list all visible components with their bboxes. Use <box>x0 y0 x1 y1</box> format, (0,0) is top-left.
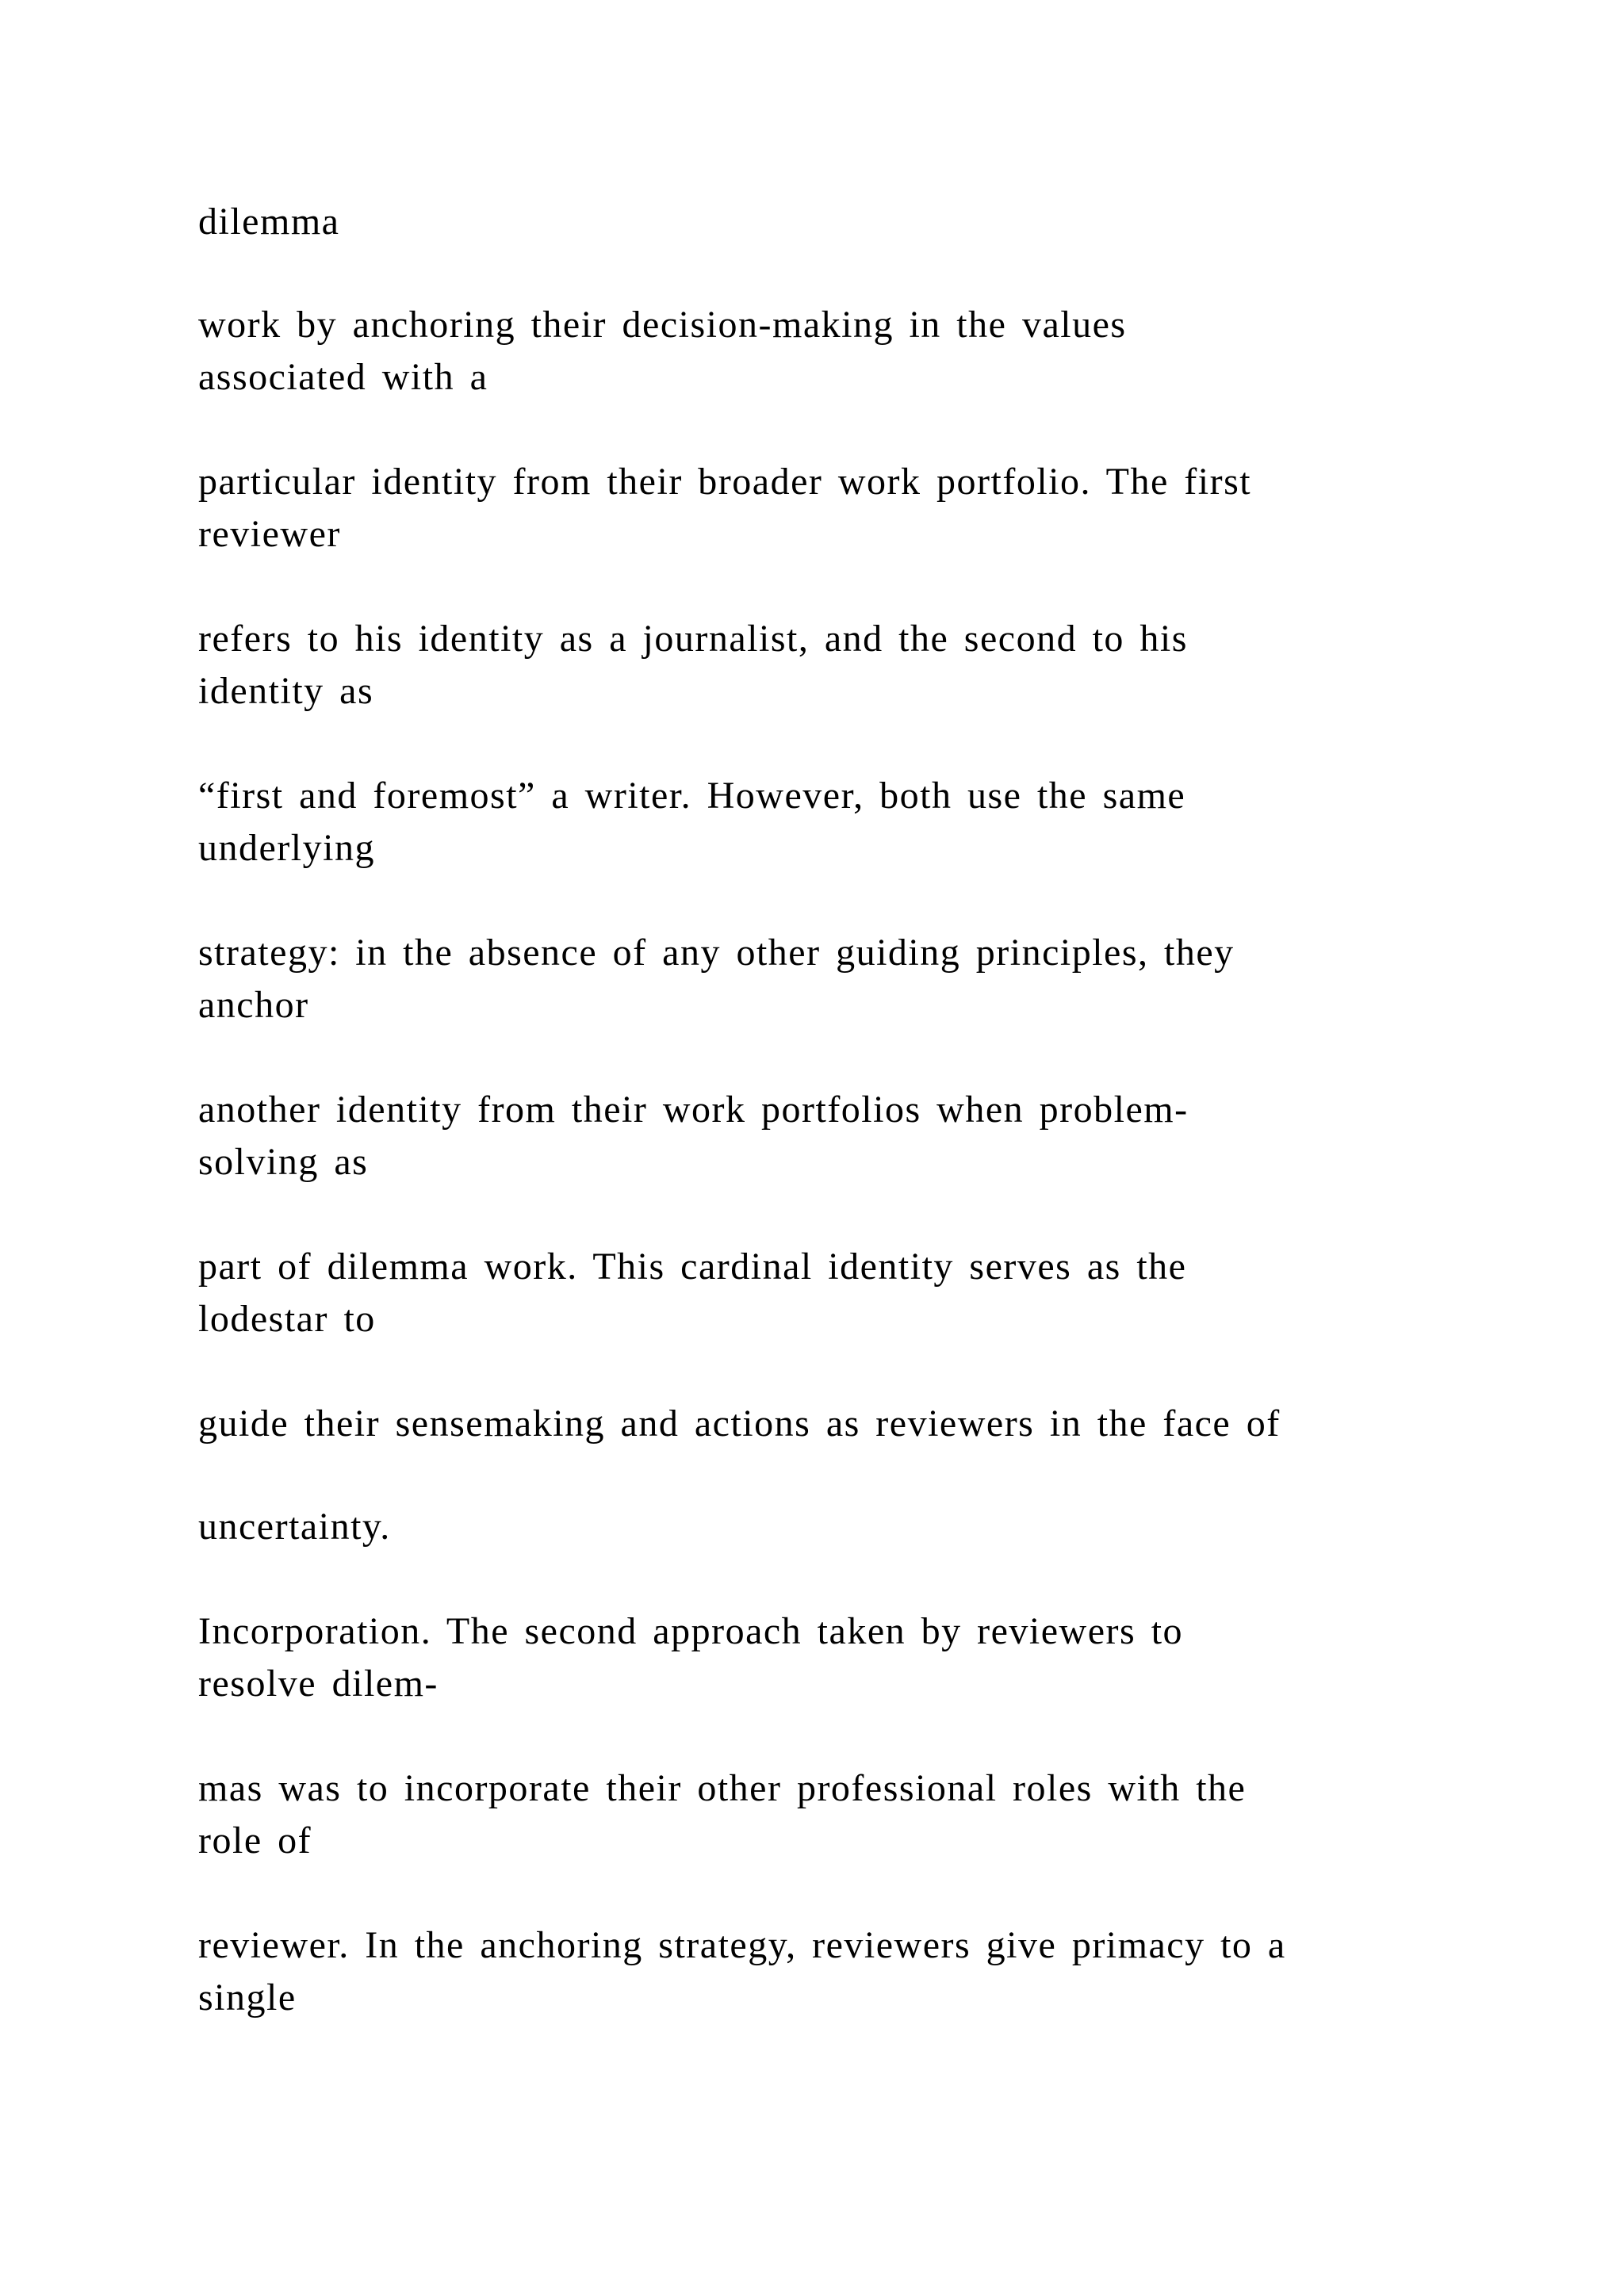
text-line: role of <box>198 1820 312 1862</box>
text-line: reviewer <box>198 513 341 555</box>
text-line: mas was to incorporate their other professional roles with the <box>198 1767 1247 1809</box>
text-line: anchor <box>198 984 309 1026</box>
text-line: work by anchoring their decision-making in the values <box>198 304 1127 346</box>
text-line: part of dilemma work. This cardinal identity serves as the <box>198 1246 1187 1288</box>
text-line: underlying <box>198 827 375 869</box>
text-line: solving as <box>198 1141 369 1183</box>
text-line: refers to his identity as a journalist, and the second to his <box>198 618 1188 660</box>
text-line: identity as <box>198 670 374 712</box>
text-line: guide their sensemaking and actions as reviewers in the face of <box>198 1402 1281 1445</box>
text-line: uncertainty. <box>198 1506 391 1548</box>
text-line: another identity from their work portfolios when problem- <box>198 1089 1189 1131</box>
text-line: Incorporation. The second approach taken by reviewers to <box>198 1610 1184 1652</box>
text-line: strategy: in the absence of any other guiding principles, they <box>198 932 1235 974</box>
text-line: “first and foremost” a writer. However, both use the same <box>198 775 1186 817</box>
text-line: reviewer. In the anchoring strategy, reviewers give primacy to a <box>198 1924 1286 1966</box>
text-line: associated with a <box>198 356 488 398</box>
text-line: lodestar to <box>198 1298 376 1340</box>
text-line: resolve dilem- <box>198 1663 439 1705</box>
text-line: dilemma <box>198 201 340 243</box>
text-line: particular identity from their broader work portfolio. The first <box>198 461 1252 503</box>
text-line: single <box>198 1976 297 2019</box>
